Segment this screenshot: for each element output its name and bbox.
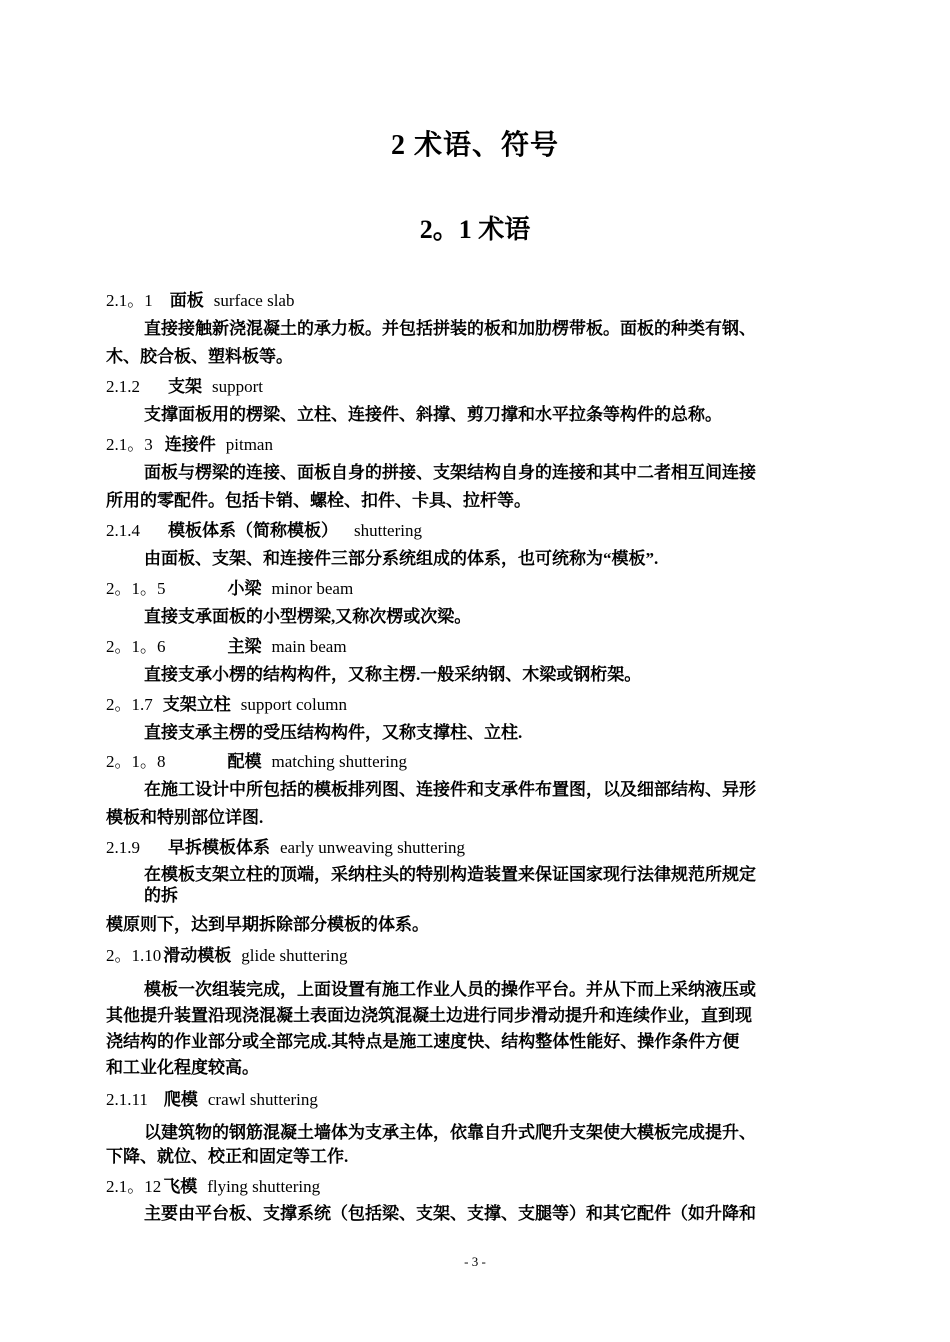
term-chinese: 小梁 [227, 579, 262, 598]
term-heading [106, 377, 263, 397]
term-heading [106, 291, 294, 311]
term-number: 2.1.2 [106, 377, 140, 396]
definition-line: 浇结构的作业部分或全部完成.其特点是施工速度快、结构整体性能好、操作条件方便 [106, 1032, 740, 1051]
term-number: 2。1。5 [106, 579, 166, 598]
definition-line: 直接支承主楞的受压结构构件，又称支撑柱、立柱. [144, 723, 523, 742]
definition-line: 模原则下，达到早期拆除部分模板的体系。 [106, 915, 429, 934]
term-chinese: 模板体系（简称模板） [168, 521, 338, 540]
term-english: glide shuttering [241, 946, 348, 965]
definition-line: 模板一次组装完成，上面设置有施工作业人员的操作平台。并从下而上采纳液压或 [144, 980, 756, 999]
term-english: support column [240, 695, 347, 714]
term-english: crawl shuttering [207, 1090, 318, 1109]
term-chinese: 滑动模板 [163, 946, 232, 965]
definition-line: 和工业化程度较高。 [106, 1058, 259, 1077]
definition-line: 木、胶合板、塑料板等。 [106, 347, 293, 366]
term-english: flying shuttering [207, 1177, 321, 1196]
definition-line: 所用的零配件。包括卡销、螺栓、扣件、卡具、拉杆等。 [106, 491, 531, 510]
term-number: 2。1。6 [106, 637, 166, 656]
term-chinese: 主梁 [227, 637, 262, 656]
term-chinese: 早拆模板体系 [168, 838, 270, 857]
definition-line: 主要由平台板、支撑系统（包括梁、支架、支撑、支腿等）和其它配件（如升降和 [144, 1204, 756, 1223]
definition-line: 在施工设计中所包括的模板排列图、连接件和支承件布置图，以及细部结构、异形 [144, 780, 756, 799]
term-chinese: 连接件 [164, 435, 216, 454]
term-number: 2.1.4 [106, 521, 140, 540]
term-english: minor beam [271, 579, 354, 598]
definition-line: 的拆 [144, 886, 178, 905]
term-heading [106, 637, 347, 657]
definition-line: 下降、就位、校正和固定等工作. [106, 1147, 349, 1166]
definition-line: 模板和特别部位详图. [106, 808, 264, 827]
definition-line: 支撑面板用的楞梁、立柱、连接件、斜撑、剪刀撑和水平拉条等构件的总称。 [144, 405, 722, 424]
term-chinese: 支架 [168, 377, 202, 396]
term-chinese: 爬模 [163, 1090, 198, 1109]
term-heading [106, 752, 407, 772]
definition-line: 其他提升装置沿现浇混凝土表面边浇筑混凝土边进行同步滑动提升和连续作业，直到现 [106, 1006, 752, 1025]
term-number: 2。1.7 [106, 695, 153, 714]
term-english: pitman [225, 435, 273, 454]
definition-line: 由面板、支架、和连接件三部分系统组成的体系，也可统称为“模板”. [144, 549, 659, 568]
term-heading [106, 579, 353, 599]
term-number: 2.1.11 [106, 1090, 148, 1109]
term-number: 2.1。1 [106, 291, 153, 310]
term-heading [106, 435, 273, 455]
term-number: 2.1。12 [106, 1177, 162, 1196]
definition-line: 面板与楞梁的连接、面板自身的拼接、支架结构自身的连接和其中二者相互间连接 [144, 463, 756, 482]
definition-line: 以建筑物的钢筋混凝土墙体为支承主体，依靠自升式爬升支架使大模板完成提升、 [144, 1123, 756, 1142]
term-heading [106, 695, 347, 715]
term-english: shuttering [354, 521, 422, 540]
term-heading [106, 1090, 318, 1110]
term-english: matching shuttering [271, 752, 408, 771]
term-number: 2.1。3 [106, 435, 153, 454]
term-heading [106, 946, 347, 966]
term-heading [106, 521, 422, 541]
definition-line: 直接支承小楞的结构构件，又称主楞.一般采纳钢、木梁或钢桁架。 [144, 665, 642, 684]
page-number: - 3 - [464, 1254, 486, 1269]
section-title: 2。1 术语 [419, 215, 531, 244]
term-chinese: 飞模 [163, 1177, 198, 1196]
term-chinese: 支架立柱 [162, 695, 231, 714]
term-number: 2.1.9 [106, 838, 140, 857]
term-number: 2。1.10 [106, 946, 162, 965]
term-english: early unweaving shuttering [280, 838, 466, 857]
term-english: surface slab [213, 291, 295, 310]
term-heading [106, 1177, 320, 1197]
definition-line: 直接接触新浇混凝土的承力板。并包括拼装的板和加肋楞带板。面板的种类有钢、 [144, 319, 756, 338]
term-english: main beam [271, 637, 347, 656]
term-english: support [212, 377, 263, 396]
term-number: 2。1。8 [106, 752, 166, 771]
term-heading [106, 838, 465, 858]
term-chinese: 配模 [227, 752, 262, 771]
term-chinese: 面板 [169, 291, 204, 310]
chapter-title: 2 术语、符号 [390, 130, 559, 161]
definition-line: 在模板支架立柱的顶端，采纳柱头的特别构造装置来保证国家现行法律规范所规定 [144, 865, 756, 884]
definition-line: 直接支承面板的小型楞梁,又称次楞或次梁。 [144, 607, 472, 626]
